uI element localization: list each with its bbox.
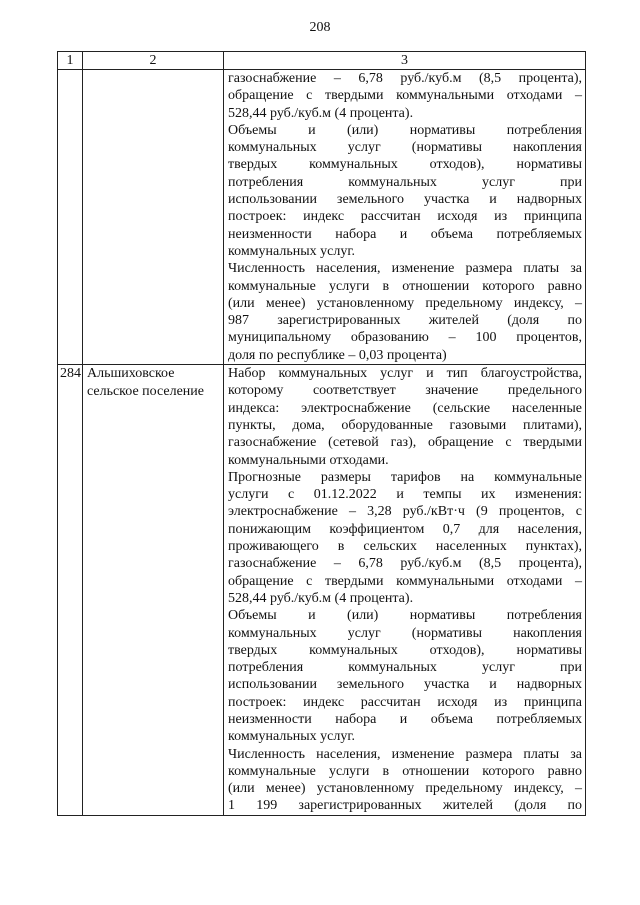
text-line: газоснабжение – 6,78 руб./куб.м (8,5 процента), bbox=[228, 71, 582, 86]
text-line: газоснабжение – 6,78 руб./куб.м (8,5 процента), bbox=[228, 556, 582, 572]
header-col-2: 2 bbox=[83, 52, 224, 70]
text-line: твердых коммунальных отходов), нормативы bbox=[228, 642, 582, 658]
document-table bbox=[57, 51, 586, 816]
text-line: электроснабжение – 3,28 руб./кВт·ч (9 процентов, с bbox=[228, 504, 582, 520]
text-line: обращение с твердыми коммунальными отходами – bbox=[228, 88, 582, 104]
table-row bbox=[58, 70, 586, 365]
text-line: коммунальными отходами. bbox=[228, 452, 389, 468]
text-line: Численность населения, изменение размера платы за bbox=[228, 746, 582, 762]
text-line: неизменности набора и объема потребляемых bbox=[228, 226, 582, 242]
text-line: твердых коммунальных отходов), нормативы bbox=[228, 157, 582, 173]
text-line: потребления коммунальных услуг при bbox=[228, 660, 582, 676]
municipality-name-line: Альшиховское bbox=[87, 366, 175, 382]
text-line: 987 зарегистрированных жителей (доля по bbox=[228, 313, 582, 329]
page-number: 208 bbox=[309, 20, 331, 35]
text-line: коммунальных услуг (нормативы накопления bbox=[228, 625, 582, 641]
text-line: Прогнозные размеры тарифов на коммунальные bbox=[228, 469, 582, 485]
text-line: коммунальных услуг (нормативы накопления bbox=[228, 140, 582, 156]
text-line: построек: индекс рассчитан исходя из принципа bbox=[228, 694, 582, 710]
row-number bbox=[58, 70, 83, 365]
text-line: Численность населения, изменение размера платы за bbox=[228, 261, 582, 277]
text-line: Набор коммунальных услуг и тип благоустройства, bbox=[228, 366, 582, 382]
text-line: Объемы и (или) нормативы потребления bbox=[228, 608, 582, 624]
text-line: Объемы и (или) нормативы потребления bbox=[228, 122, 582, 138]
row-description bbox=[224, 70, 586, 365]
header-col-1: 1 bbox=[58, 52, 83, 70]
text-line: коммунальные услуги в отношении которого равно bbox=[228, 278, 582, 294]
text-line: (или менее) установленному предельному индексу, – bbox=[228, 781, 582, 797]
text-line: проживающего в сельских населенных пунктах), bbox=[228, 539, 582, 555]
row-description bbox=[224, 365, 586, 816]
text-line: построек: индекс рассчитан исходя из принципа bbox=[228, 209, 582, 225]
text-line: газоснабжение (сетевой газ), обращение с твердыми bbox=[228, 435, 582, 451]
text-line: муниципальному образованию – 100 процентов, bbox=[228, 330, 582, 346]
text-line: 528,44 руб./куб.м (4 процента). bbox=[228, 590, 414, 606]
text-line: обращение с твердыми коммунальными отходами – bbox=[228, 573, 582, 589]
text-line: доля по республике – 0,03 процента) bbox=[228, 347, 447, 363]
text-line: потребления коммунальных услуг при bbox=[228, 174, 582, 190]
text-line: использовании земельного участка и надворных bbox=[228, 677, 582, 693]
text-line: 528,44 руб./куб.м (4 процента). bbox=[228, 105, 414, 121]
text-line: которому соответствует значение предельного bbox=[228, 383, 582, 399]
municipality-name bbox=[83, 365, 224, 816]
row-number: 284 bbox=[58, 365, 83, 816]
text-line: коммунальные услуги в отношении которого равно bbox=[228, 763, 582, 779]
text-line: использовании земельного участка и надворных bbox=[228, 192, 582, 208]
municipality-name bbox=[83, 70, 224, 365]
text-line: услуги с 01.12.2022 и темпы их изменения: bbox=[228, 487, 582, 503]
text-line: (или менее) установленному предельному индексу, – bbox=[228, 295, 582, 311]
table-row bbox=[58, 365, 586, 816]
text-line: коммунальных услуг. bbox=[228, 729, 356, 745]
text-line: 1 199 зарегистрированных жителей (доля по bbox=[228, 798, 582, 814]
table-header-row bbox=[58, 52, 586, 70]
text-line: неизменности набора и объема потребляемых bbox=[228, 711, 582, 727]
header-col-3: 3 bbox=[224, 52, 586, 70]
text-line: понижающим коэффициентом 0,7 для населения, bbox=[228, 521, 582, 537]
text-line: индекса: электроснабжение (сельские населенные bbox=[228, 400, 582, 416]
text-line: коммунальных услуг. bbox=[228, 243, 356, 259]
municipality-name-line: сельское поселение bbox=[87, 383, 204, 399]
text-line: пункты, дома, оборудованные газовыми плитами), bbox=[228, 417, 582, 433]
